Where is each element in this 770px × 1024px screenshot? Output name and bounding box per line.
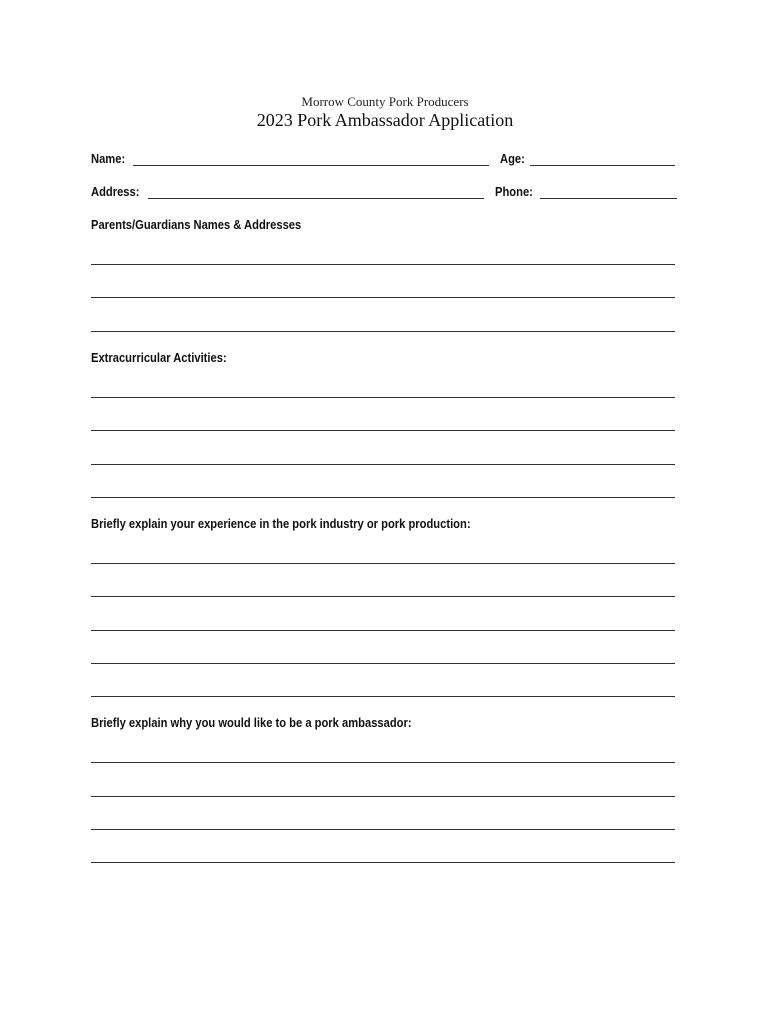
experience-line-3[interactable]: [91, 630, 675, 631]
activities-line-1[interactable]: [91, 397, 675, 398]
parents-guardians-label: Parents/Guardians Names & Addresses: [91, 217, 302, 232]
activities-line-3[interactable]: [91, 464, 675, 465]
experience-line-1[interactable]: [91, 563, 675, 564]
ambassador-line-3[interactable]: [91, 829, 675, 830]
organization-name: Morrow County Pork Producers: [301, 94, 469, 109]
address-label: Address:: [91, 184, 140, 199]
ambassador-line-2[interactable]: [91, 796, 675, 797]
parents-line-2[interactable]: [91, 297, 675, 298]
age-field[interactable]: [530, 165, 675, 166]
parents-line-1[interactable]: [91, 264, 675, 265]
phone-label: Phone:: [495, 184, 533, 199]
activities-label: Extracurricular Activities:: [91, 350, 227, 365]
ambassador-line-1[interactable]: [91, 762, 675, 763]
experience-line-2[interactable]: [91, 596, 675, 597]
ambassador-line-4[interactable]: [91, 862, 675, 863]
phone-field[interactable]: [540, 198, 677, 199]
experience-label: Briefly explain your experience in the pork industry or pork production:: [91, 516, 471, 531]
ambassador-label: Briefly explain why you would like to be a pork ambassador:: [91, 715, 412, 730]
parents-line-3[interactable]: [91, 331, 675, 332]
name-field[interactable]: [133, 165, 489, 166]
activities-line-4[interactable]: [91, 497, 675, 498]
age-label: Age:: [500, 151, 525, 166]
form-title: 2023 Pork Ambassador Application: [256, 110, 514, 130]
activities-line-2[interactable]: [91, 430, 675, 431]
experience-line-5[interactable]: [91, 696, 675, 697]
experience-line-4[interactable]: [91, 663, 675, 664]
address-field[interactable]: [148, 198, 484, 199]
name-label: Name:: [91, 151, 126, 166]
